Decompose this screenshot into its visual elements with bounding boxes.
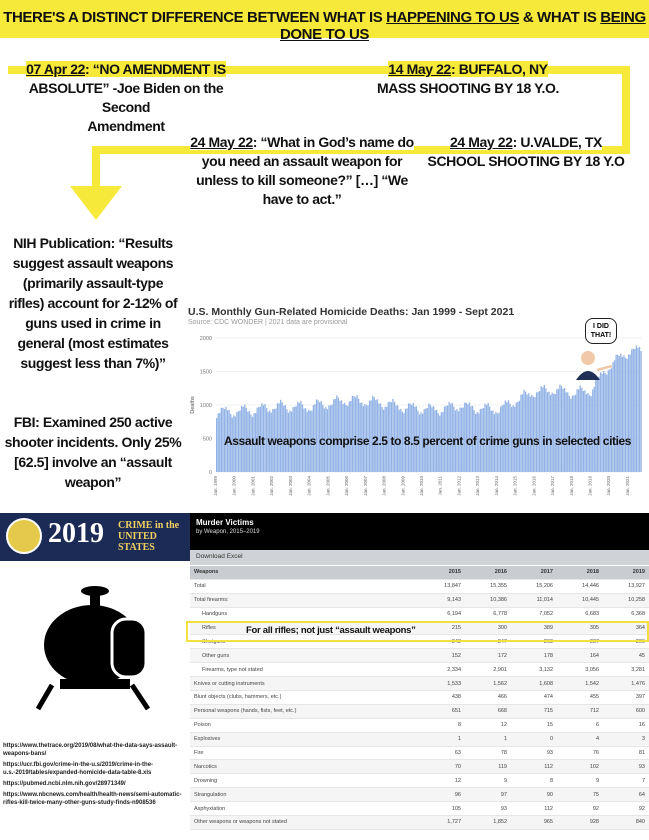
chart-bar [628, 354, 629, 472]
table-cell-value: 300 [465, 621, 511, 635]
chart-bar [625, 358, 626, 472]
table-cell-value: 466 [465, 691, 511, 705]
table-cell-value: 2,334 [419, 663, 465, 677]
table-cell-label: Firearms, type not stated [190, 663, 419, 677]
table-cell-label: Shotguns [190, 635, 419, 649]
table-cell-value: 237 [557, 635, 603, 649]
chart-bar [600, 372, 601, 472]
nih-line: general (most estimates [17, 335, 169, 351]
chart-bar [637, 348, 638, 472]
timeline-line-down [92, 146, 100, 190]
table-row [190, 760, 649, 774]
nih-line: (primarily assault-type [22, 275, 164, 291]
homicide-chart [184, 302, 649, 512]
x-tick-label: Jan. 2005 [325, 476, 331, 496]
table-cell-label: Blunt objects (clubs, hammers, etc.) [190, 691, 419, 705]
table-cell-value: 6 [557, 718, 603, 732]
table-cell-value: 8 [511, 774, 557, 788]
chart-bar [614, 360, 615, 472]
table-cell-value: 715 [511, 704, 557, 718]
y-tick-label: 0 [208, 470, 212, 476]
table-cell-value: 90 [511, 788, 557, 802]
table-cell-value: 12 [465, 718, 511, 732]
event-date: 24 May 22 [450, 134, 513, 150]
chart-bar [559, 385, 560, 472]
table-cell-value: 13,927 [603, 579, 649, 593]
chart-bar [626, 359, 627, 472]
event-text: unless to kill someone?” […] “We [196, 172, 408, 188]
x-tick-label: Jan. 2002 [269, 476, 275, 496]
table-cell-value: 2017 [511, 566, 557, 579]
table-cell-value: 1,542 [557, 677, 603, 691]
table-cell-value: 215 [419, 621, 465, 635]
chart-bar [580, 386, 581, 472]
table-cell-value: 92 [557, 802, 603, 816]
table-row [190, 677, 649, 691]
chart-canvas [184, 302, 649, 512]
chart-bar [601, 374, 602, 472]
x-tick-label: Jan. 2019 [587, 476, 593, 496]
chart-bar [547, 392, 548, 472]
table-cell-value: 2,901 [465, 663, 511, 677]
chart-bar [525, 392, 526, 472]
x-tick-label: Jan. 2017 [550, 476, 556, 496]
table-cell-value: 16 [603, 718, 649, 732]
table-cell-value: 2018 [557, 566, 603, 579]
table-row [190, 788, 649, 802]
table-cell-value: 2015 [419, 566, 465, 579]
table-cell-value: 93 [465, 802, 511, 816]
y-tick-label: 1000 [199, 403, 212, 409]
chart-bar [592, 389, 593, 472]
chart-subtitle: Source: CDC WONDER | 2021 data are provisional [188, 319, 348, 326]
chart-annotation: Assault weapons comprise 2.5 to 8.5 percent of crime guns in selected cities [224, 434, 632, 448]
nih-line: guns used in crime in [25, 315, 161, 331]
table-cell-value: 15,206 [511, 579, 557, 593]
table-cell-value: 10,258 [603, 593, 649, 607]
event-date: 14 May 22 [388, 61, 451, 77]
reference-link[interactable]: https://pubmed.ncbi.nlm.nih.gov/28971349/ [3, 781, 126, 787]
table-row [190, 718, 649, 732]
chart-bar [622, 357, 623, 472]
x-tick-label: Jan. 2003 [287, 476, 293, 496]
murder-victims-table [190, 566, 649, 830]
x-tick-label: Jan. 1999 [213, 476, 218, 496]
chart-bar [639, 347, 640, 472]
chart-bar [558, 389, 559, 472]
chart-bar [523, 390, 524, 472]
fbi-report-title [118, 520, 188, 553]
table-cell-value: 7 [603, 774, 649, 788]
chart-bar [584, 390, 585, 472]
banner-part: & WHAT IS [519, 9, 601, 26]
chart-bar [548, 392, 549, 472]
table-cell-value: 0 [511, 732, 557, 746]
chart-bar [597, 378, 598, 472]
chart-bar [578, 389, 579, 472]
table-cell-value: 668 [465, 704, 511, 718]
chart-bar [562, 389, 563, 472]
table-cell-value: 63 [419, 746, 465, 760]
x-tick-label: Jan. 2009 [400, 476, 406, 496]
table-row [190, 732, 649, 746]
table-cell-value: 164 [557, 649, 603, 663]
table-cell-value: 9,143 [419, 593, 465, 607]
x-tick-label: Jan. 2016 [531, 476, 537, 496]
table-cell-value: 12 [419, 774, 465, 788]
chart-bar [561, 386, 562, 472]
table-cell-value: 840 [603, 816, 649, 830]
table-cell-label: Narcotics [190, 760, 419, 774]
table-cell-value: 14,446 [557, 579, 603, 593]
table-cell-value: 92 [603, 802, 649, 816]
table-cell-value: 6,683 [557, 607, 603, 621]
table-subtitle: by Weapon, 2015–2019 [196, 529, 260, 535]
table-cell-value: 6,778 [465, 607, 511, 621]
y-tick-label: 2000 [199, 336, 212, 342]
table-row [190, 579, 649, 593]
chart-bar [566, 392, 567, 472]
table-cell-value: 15,355 [465, 579, 511, 593]
x-tick-label: Jan. 2010 [418, 476, 424, 496]
rifles-note: For all rifles; not just “assault weapons” [246, 625, 416, 636]
x-tick-label: Jan. 2018 [568, 476, 574, 496]
table-row [190, 704, 649, 718]
chart-bar [551, 393, 552, 472]
table-cell-value: 247 [465, 635, 511, 649]
table-cell-value: 152 [419, 649, 465, 663]
x-tick-label: Jan. 2001 [250, 476, 256, 496]
table-cell-value: 93 [603, 760, 649, 774]
event-may-24-uvalde [418, 133, 634, 171]
event-text: SCHOOL SHOOTING BY 18 Y.O [427, 153, 625, 169]
chart-bar [544, 385, 545, 472]
x-tick-label: Jan. 2020 [606, 476, 612, 496]
chart-bar [528, 393, 529, 472]
table-cell-value: 9 [557, 774, 603, 788]
event-text: : U.VALDE, TX [512, 134, 602, 150]
table-row [190, 566, 649, 579]
table-cell-value: 45 [603, 649, 649, 663]
table-cell-value: 78 [465, 746, 511, 760]
x-tick-label: Jan. 2007 [362, 476, 368, 496]
fbi-line: shooter incidents. Only 25% [4, 434, 182, 450]
table-row [190, 593, 649, 607]
chart-bar [216, 418, 217, 472]
table-cell-value: 1,533 [419, 677, 465, 691]
table-cell-value: 1,476 [603, 677, 649, 691]
table-cell-label: Handguns [190, 607, 419, 621]
table-row [190, 607, 649, 621]
reference-link[interactable]: https://ucr.fbi.gov/crime-in-the-u.s/2019/crime-in-the-u.s.-2019/tables/expanded-homicide-data-table-8.xls [3, 762, 154, 776]
reference-link[interactable]: https://www.thetrace.org/2019/08/what-the-data-says-assault-weapons-bans/ [3, 743, 178, 757]
chart-bar [218, 413, 219, 472]
chart-bar [631, 349, 632, 472]
fbi-line: [62.5] involve an “assault [14, 454, 172, 470]
table-cell-label: Drowning [190, 774, 419, 788]
nih-line: NIH Publication: “Results [13, 235, 173, 251]
table-cell-label: Personal weapons (hands, fists, feet, etc.) [190, 704, 419, 718]
chart-bar [221, 408, 222, 472]
event-may-14 [366, 60, 570, 98]
table-cell-value: 1,562 [465, 677, 511, 691]
table-cell-value: 172 [465, 649, 511, 663]
table-row [190, 774, 649, 788]
event-date: 24 May 22 [190, 134, 253, 150]
table-row [190, 816, 649, 830]
chart-bar [633, 349, 634, 472]
table-cell-value: 3,132 [511, 663, 557, 677]
x-tick-label: Jan. 2004 [306, 476, 312, 496]
chart-bar [545, 388, 546, 472]
table-cell-value: 15 [511, 718, 557, 732]
nih-line: suggest less than 7%)” [20, 355, 166, 371]
event-apr-07 [8, 60, 244, 136]
chart-bar [608, 370, 609, 472]
table-cell-value: 364 [603, 621, 649, 635]
x-tick-label: Jan. 2008 [381, 476, 387, 496]
chart-bar [587, 393, 588, 472]
chart-bar [598, 377, 599, 472]
banner-title [0, 9, 649, 43]
download-excel-link[interactable]: Download Excel [196, 553, 243, 560]
chart-bar [615, 355, 616, 472]
x-tick-label: Jan. 2000 [231, 476, 237, 496]
table-cell-value: 438 [419, 691, 465, 705]
x-tick-label: Jan. 2011 [437, 476, 443, 496]
table-cell-label: Fire [190, 746, 419, 760]
chart-bar [620, 354, 621, 472]
table-cell-value: 3,056 [557, 663, 603, 677]
event-text: : “NO AMENDMENT IS [85, 61, 226, 77]
table-row [190, 649, 649, 663]
table-cell-value: 178 [511, 649, 557, 663]
chart-bar [541, 386, 542, 472]
table-cell-value: 965 [511, 816, 557, 830]
chart-bar [603, 371, 604, 472]
table-cell-label: Weapons [190, 566, 419, 579]
table-cell-value: 6,194 [419, 607, 465, 621]
arrow-down-icon [70, 186, 122, 222]
table-row [190, 663, 649, 677]
fbi-title-line: CRIME in the [118, 520, 180, 531]
y-tick-label: 500 [202, 436, 212, 443]
chart-bar [634, 349, 635, 472]
table-cell-value: 3 [603, 732, 649, 746]
chart-bar [609, 369, 610, 472]
y-tick-label: 1500 [199, 369, 212, 376]
chart-bar [556, 389, 557, 472]
chart-bar [219, 413, 220, 472]
chart-bar [595, 380, 596, 472]
fbi-title-line: UNITED STATES [118, 531, 157, 553]
table-cell-value: 1,608 [511, 677, 557, 691]
references [3, 742, 183, 810]
event-text: you need an assault weapon for [201, 153, 403, 169]
y-axis-label: Deaths [190, 396, 196, 414]
speech-bubble: I DID THAT! [585, 318, 617, 344]
x-tick-label: Jan. 2014 [493, 476, 499, 496]
fbi-report-year: 2019 [48, 518, 104, 549]
table-cell-value: 1 [419, 732, 465, 746]
table-cell-value: 10,386 [465, 593, 511, 607]
banner-happening: HAPPENING TO US [386, 9, 520, 26]
x-tick-label: Jan. 2012 [456, 476, 462, 496]
table-cell-value: 651 [419, 704, 465, 718]
event-may-24-quote [186, 133, 418, 209]
table-cell-value: 70 [419, 760, 465, 774]
table-cell-label: Explosives [190, 732, 419, 746]
nih-line: suggest assault weapons [12, 255, 174, 271]
table-cell-value: 102 [557, 760, 603, 774]
table-cell-value: 200 [603, 635, 649, 649]
event-text: : BUFFALO, NY [450, 61, 548, 77]
event-text: MASS SHOOTING BY 18 Y.O. [376, 80, 560, 96]
banner-part: THERE'S A DISTINCT DIFFERENCE BETWEEN WHAT IS [3, 9, 387, 26]
chart-bar [564, 388, 565, 472]
table-cell-value: 1,852 [465, 816, 511, 830]
chart-bar [636, 346, 637, 472]
table-cell-value: 112 [511, 760, 557, 774]
x-tick-label: Jan. 2013 [475, 476, 481, 496]
table-cell-value: 397 [603, 691, 649, 705]
chart-bar [536, 392, 537, 472]
table-cell-value: 9 [465, 774, 511, 788]
table-cell-label: Other weapons or weapons not stated [190, 816, 419, 830]
chart-bar [583, 391, 584, 472]
table-cell-value: 3,281 [603, 663, 649, 677]
table-cell-value: 96 [419, 788, 465, 802]
table-cell-value: 11,014 [511, 593, 557, 607]
fbi-shooter-text [2, 412, 184, 492]
table-cell-value: 81 [603, 746, 649, 760]
x-tick-label: Jan. 2006 [344, 476, 350, 496]
fbi-seal-icon [6, 518, 42, 554]
chart-bar [606, 375, 607, 472]
table-cell-label: Rifles [190, 621, 419, 635]
chart-bar [623, 355, 624, 472]
event-text: : “What in God’s name do [252, 134, 414, 150]
table-cell-value: 76 [557, 746, 603, 760]
table-cell-value: 2016 [465, 566, 511, 579]
x-tick-label: Jan. 2015 [512, 476, 518, 496]
chart-bar [617, 355, 618, 472]
table-cell-value: 1 [465, 732, 511, 746]
table-cell-value: 248 [419, 635, 465, 649]
table-cell-label: Total firearms: [190, 593, 419, 607]
table-cell-value: 93 [511, 746, 557, 760]
chart-title: U.S. Monthly Gun-Related Homicide Deaths: Jan 1999 - Sept 2021 [188, 306, 515, 318]
table-cell-value: 13,847 [419, 579, 465, 593]
chart-bar [594, 387, 595, 472]
chart-bar [537, 392, 538, 472]
table-cell-label: Total [190, 579, 419, 593]
table-row [190, 691, 649, 705]
nih-line: rifles) account for 2-12% of [8, 295, 178, 311]
table-cell-value: 8 [419, 718, 465, 732]
table-cell-value: 6,368 [603, 607, 649, 621]
avatar-body [576, 371, 600, 380]
chart-bar [581, 388, 582, 472]
chart-bar [640, 351, 641, 472]
table-cell-value: 10,445 [557, 593, 603, 607]
table-row [190, 746, 649, 760]
banner-being-done: BEING DONE TO US [279, 9, 646, 43]
table-cell-value: 119 [465, 760, 511, 774]
event-text: ABSOLUTE” -Joe Biden on the Second [28, 80, 224, 115]
table-row [190, 802, 649, 816]
chart-bar [576, 389, 577, 472]
table-cell-value: 7,052 [511, 607, 557, 621]
event-date: 07 Apr 22 [26, 61, 86, 77]
nih-publication-text [2, 233, 184, 373]
table-cell-value: 97 [465, 788, 511, 802]
table-cell-value: 712 [557, 704, 603, 718]
table-cell-value: 389 [511, 621, 557, 635]
avatar-head [581, 351, 595, 365]
table-cell-value: 75 [557, 788, 603, 802]
x-tick-label: Jan. 2021 [624, 476, 630, 496]
reference-link[interactable]: https://www.nbcnews.com/health/health-news/semi-automatic-rifles-kill-twice-many-other-guns-study-finds-n908536 [3, 792, 182, 806]
chart-bar [553, 394, 554, 472]
chart-bar [539, 391, 540, 472]
chart-bar [605, 373, 606, 472]
table-cell-value: 64 [603, 788, 649, 802]
chart-bar [611, 368, 612, 472]
chart-bar [567, 392, 568, 472]
chart-bar [619, 356, 620, 472]
download-bar [190, 550, 649, 565]
table-cell-label: Strangulation [190, 788, 419, 802]
event-text: Amendment [87, 118, 165, 134]
table-cell-value: 928 [557, 816, 603, 830]
table-cell-label: Asphyxiation [190, 802, 419, 816]
fbi-line: weapon” [64, 474, 122, 490]
table-cell-value: 105 [419, 802, 465, 816]
chart-bar [612, 362, 613, 472]
table-cell-value: 4 [557, 732, 603, 746]
table-cell-value: 305 [557, 621, 603, 635]
chart-bar [630, 355, 631, 472]
table-cell-label: Poison [190, 718, 419, 732]
table-cell-label: Knives or cutting instruments [190, 677, 419, 691]
fbi-line: FBI: Examined 250 active [13, 414, 173, 430]
table-cell-value: 1,727 [419, 816, 465, 830]
table-cell-label: Other guns [190, 649, 419, 663]
chart-bar [555, 394, 556, 472]
table-cell-value: 2019 [603, 566, 649, 579]
table-title: Murder Victims [196, 518, 254, 527]
table-cell-value: 263 [511, 635, 557, 649]
table-cell-value: 112 [511, 802, 557, 816]
table-cell-value: 474 [511, 691, 557, 705]
helmet-robot-icon [30, 585, 170, 715]
chart-bar [542, 387, 543, 472]
table-cell-value: 600 [603, 704, 649, 718]
table-cell-value: 455 [557, 691, 603, 705]
event-text: have to act.” [262, 191, 342, 207]
